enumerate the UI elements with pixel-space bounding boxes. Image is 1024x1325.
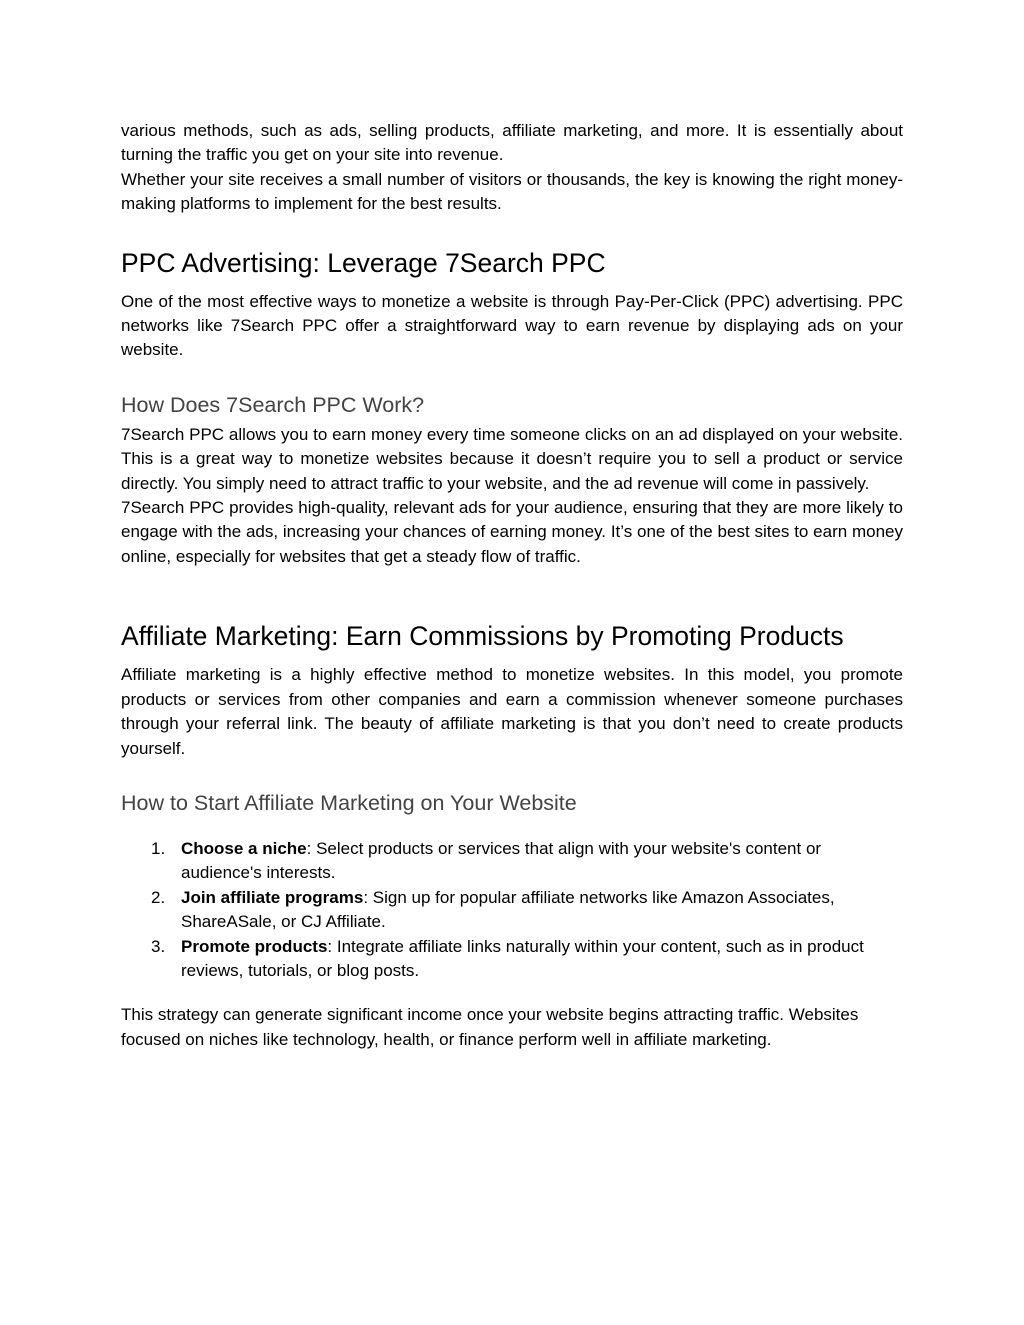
affiliate-paragraph-1: Affiliate marketing is a highly effective method to monetize websites. In this model, you promote products or services from other companies and earn a commission whenever someone purchases through your referral link. The beauty of affiliate marketing is that you don’t need to create products yourself. [121,665,903,758]
ppc-paragraph-3: 7Search PPC provides high-quality, relevant ads for your audience, ensuring that they are more likely to engage with the ads, increasing your chances of earning money. It’s one of the best sites to earn money online, especially for websites that get a steady flow of traffic. [121,498,903,566]
intro-paragraph-1: various methods, such as ads, selling products, affiliate marketing, and more. It is essentially about turning the traffic you get on your site into revenue. [121,121,903,165]
list-item [121,837,903,886]
list-item-number: 3. [151,936,166,956]
list-item [121,935,903,984]
list-item-text: : Integrate affiliate links naturally within your content, such as in product reviews, tutorials, or blog posts. [181,936,864,980]
ppc-paragraph-2: 7Search PPC allows you to earn money every time someone clicks on an ad displayed on your website. This is a great way to monetize websites because it doesn’t require you to sell a product or service directly. You simply need to attract traffic to your website, and the ad revenue will come in passively. [121,424,903,493]
list-item [121,886,903,935]
list-item-text: : Select products or services that align with your website's content or audience's interests. [181,838,822,883]
intro-paragraph-2: Whether your site receives a small number of visitors or thousands, the key is knowing the right money-making platforms to implement for the best results. [121,169,903,214]
list-item-number: 1. [151,838,166,858]
list-item-number: 2. [151,887,166,907]
affiliate-closing-paragraph: This strategy can generate significant income once your website begins attracting traffic. Websites focused on niches like technology, health, or finance perform well in affiliate marketing. [121,1005,859,1049]
affiliate-steps-list [121,837,903,983]
list-item-bold: Promote products [181,936,328,956]
list-item-text: : Sign up for popular affiliate networks like Amazon Associates, ShareASale, or CJ Affiliate. [181,887,835,932]
list-item-bold: Choose a niche [181,838,307,858]
ppc-subheading: How Does 7Search PPC Work? [121,392,425,417]
document-page [121,119,903,1052]
affiliate-subheading: How to Start Affiliate Marketing on Your Website [121,790,577,815]
affiliate-heading: Affiliate Marketing: Earn Commissions by Promoting Products [121,621,844,652]
list-item-bold: Join affiliate programs [181,887,364,907]
ppc-paragraph-1: One of the most effective ways to monetize a website is through Pay-Per-Click (PPC) advertising. PPC networks like 7Search PPC offer a straightforward way to earn revenue by displaying ads on your website. [121,291,903,360]
ppc-heading: PPC Advertising: Leverage 7Search PPC [121,247,606,278]
